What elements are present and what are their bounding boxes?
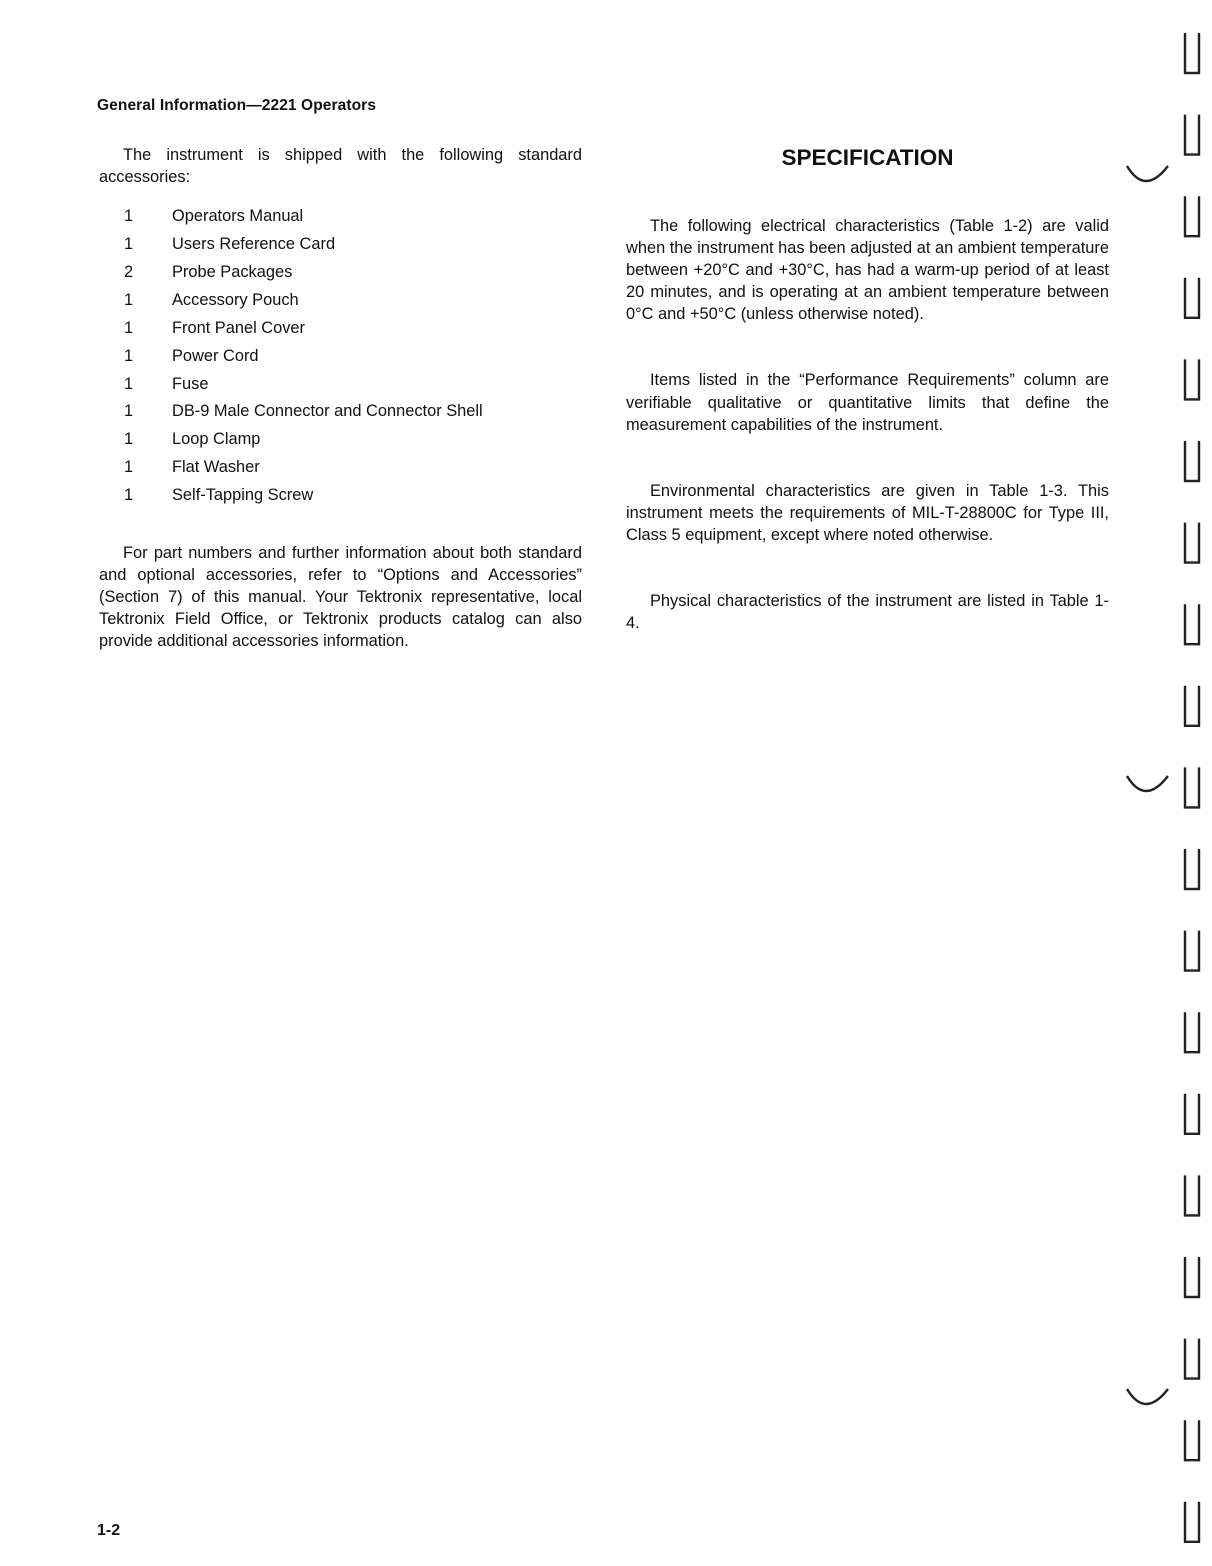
item-quantity: 1 — [124, 374, 134, 393]
binder-slot-icon — [1185, 278, 1199, 318]
item-name: Loop Clamp — [172, 430, 261, 449]
physical-characteristics-paragraph: Physical characteristics of the instrument are listed in Table 1-4. — [626, 592, 1109, 633]
right-column — [626, 142, 1109, 634]
binder-slot-icon — [1185, 686, 1199, 726]
list-item — [99, 400, 582, 428]
left-column — [99, 144, 582, 652]
item-quantity: 1 — [124, 486, 134, 505]
item-name: Flat Washer — [172, 458, 260, 477]
environmental-characteristics-paragraph: Environmental characteristics are given in Table 1-3. This instrument meets the requirements of MIL-T-28800C for Type III, Class 5 equipment, except where noted otherwise. — [626, 481, 1109, 544]
item-quantity: 1 — [124, 207, 134, 226]
item-name: Accessory Pouch — [172, 290, 299, 309]
item-quantity: 1 — [124, 318, 134, 337]
item-name: Operators Manual — [172, 207, 304, 226]
list-item — [99, 373, 582, 401]
section-title: SPECIFICATION — [781, 145, 954, 170]
ring-arc-icon — [1127, 776, 1168, 791]
performance-requirements-paragraph: Items listed in the “Performance Requirements” column are verifiable qualitative or quantitative limits that define the measurement capabilities of the instrument. — [626, 371, 1109, 434]
binder-slot-icon — [1185, 931, 1199, 971]
binder-slot-icon — [1185, 359, 1199, 399]
accessories-intro: The instrument is shipped with the following standard accessories: — [99, 146, 582, 187]
item-name: Users Reference Card — [172, 235, 336, 254]
ring-arc-icon — [1127, 1389, 1168, 1404]
binder-slot-icon — [1185, 115, 1199, 155]
electrical-characteristics-paragraph: The following electrical characteristics (Table 1-2) are valid when the instrument has been adjusted at an ambient temperature between +20°C and +30°C, has had a warm-up period of at least 20 minutes, and is operating at an ambient temperature between 0°C and +50°C (unless otherwise noted). — [626, 217, 1109, 324]
binder-slot-icon — [1185, 1012, 1199, 1052]
item-name: DB-9 Male Connector and Connector Shell — [172, 402, 483, 421]
item-name: Fuse — [172, 374, 209, 393]
list-item — [99, 233, 582, 261]
binder-slot-icon — [1185, 33, 1199, 73]
item-quantity: 1 — [124, 458, 134, 477]
list-item — [99, 484, 582, 512]
binder-slot-icon — [1185, 441, 1199, 481]
binder-slot-icon — [1185, 523, 1199, 563]
binder-slot-icon — [1185, 1420, 1199, 1460]
binder-slot-icon — [1185, 1502, 1199, 1542]
item-name: Front Panel Cover — [172, 318, 306, 337]
item-name: Self-Tapping Screw — [172, 486, 314, 505]
page-number: 1-2 — [97, 1522, 121, 1539]
binder-slot-icon — [1185, 1175, 1199, 1215]
item-quantity: 1 — [124, 235, 134, 254]
item-quantity: 1 — [124, 430, 134, 449]
item-name: Probe Packages — [172, 262, 293, 281]
item-quantity: 1 — [124, 346, 134, 365]
item-quantity: 1 — [124, 402, 134, 421]
binder-slot-icon — [1185, 1339, 1199, 1379]
binder-slot-icon — [1185, 1094, 1199, 1134]
item-quantity: 2 — [124, 262, 134, 281]
binder-slot-icon — [1185, 767, 1199, 807]
list-item — [99, 205, 582, 233]
ring-arc-icon — [1127, 166, 1168, 181]
item-quantity: 1 — [124, 290, 134, 309]
running-header: General Information—2221 Operators — [97, 97, 377, 114]
binder-slot-icon — [1185, 849, 1199, 889]
binder-slot-icons — [1185, 33, 1199, 1542]
list-item — [99, 428, 582, 456]
list-item — [99, 345, 582, 373]
binder-slot-icon — [1185, 604, 1199, 644]
binder-slot-icon — [1185, 1257, 1199, 1297]
binder-slot-icon — [1185, 196, 1199, 236]
list-item — [99, 261, 582, 289]
binder-ring-arc-icons — [1127, 166, 1168, 1404]
accessories-info-paragraph: For part numbers and further information about both standard and optional accessories, refer to “Options and Accessories” (Section 7) of this manual. Your Tektronix representative, local Tektronix Field Office, or Tektronix products catalog can also provide additional accessories information. — [99, 543, 582, 651]
accessories-list — [99, 205, 582, 512]
item-name: Power Cord — [172, 346, 259, 365]
list-item — [99, 317, 582, 345]
list-item — [99, 289, 582, 317]
list-item — [99, 456, 582, 484]
